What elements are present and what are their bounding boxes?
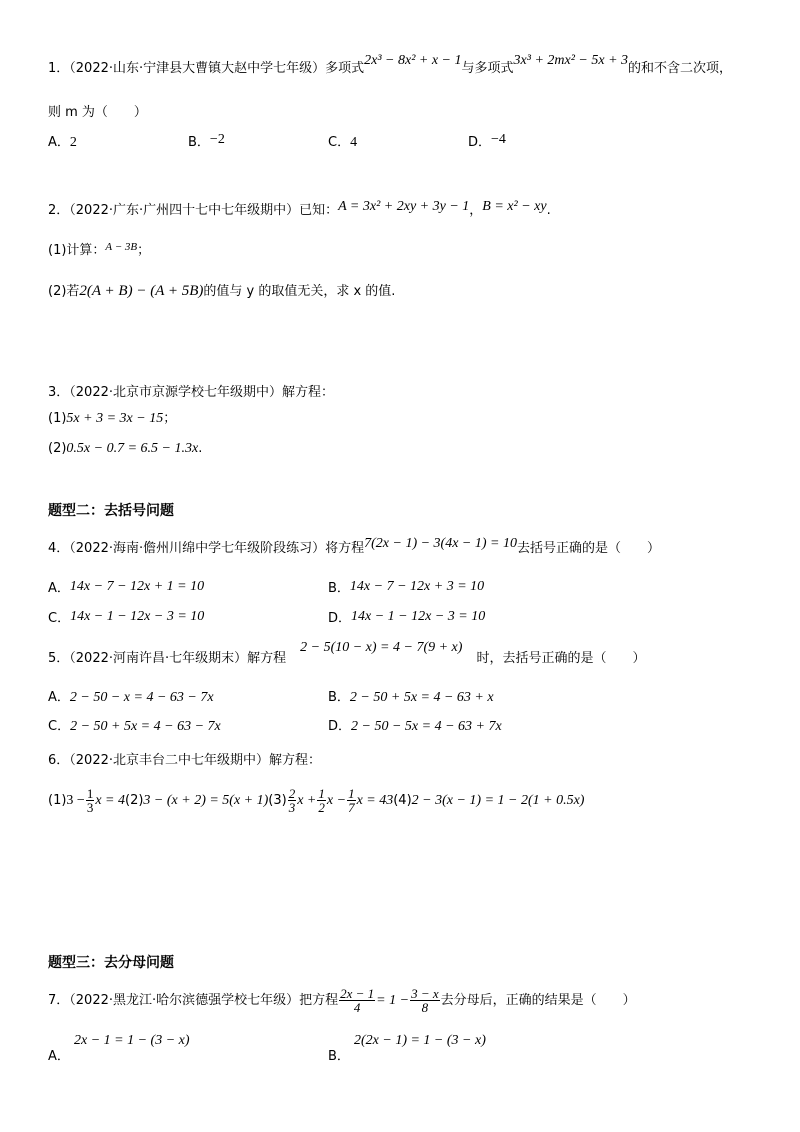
q2-sep: ，	[469, 203, 483, 218]
q4-option-c[interactable]: C．14x − 1 − 12x − 3 = 10	[48, 609, 205, 626]
q5-equation: 2 − 5(10 − x) = 4 − 7(9 + x)	[300, 640, 463, 655]
q5-option-d[interactable]: D．2 − 50 − 5x = 4 − 63 + 7x	[328, 719, 502, 734]
q2-eq-b: B = x² − xy	[482, 199, 547, 214]
q5-option-c[interactable]: C．2 − 50 + 5x = 4 − 63 − 7x	[48, 719, 221, 734]
q7-equation: $\frac{2x - 1}{4}$ = 1 − $\frac{3 - x}{8}$	[340, 986, 439, 1016]
q7-option-a[interactable]: 2x − 1 = 1 − (3 − x) A．	[48, 1033, 190, 1064]
q1-option-b[interactable]: B．−2	[188, 132, 225, 150]
q5-stem	[48, 640, 646, 668]
q6-part3-label: (3)	[268, 793, 287, 808]
q7-stem	[48, 984, 636, 1018]
q2-part1-label: (1)计算：	[48, 243, 106, 258]
q2-part2-label: (2)若	[48, 284, 80, 299]
q1-option-d[interactable]: D．−4	[468, 132, 506, 150]
q6-part2-eq: 3 − (x + 2) = 5(x + 1)	[143, 793, 269, 808]
q6-part1-label: (1)	[48, 793, 67, 808]
q3-part1	[48, 410, 176, 428]
q4-equation: 7(2x − 1) − 3(4x − 1) = 10	[364, 536, 517, 551]
q2-line1	[48, 199, 551, 220]
q3-title: 3．（2022·北京市京源学校七年级期中）解方程：	[48, 385, 334, 400]
q3-part2-post: .	[198, 441, 203, 456]
q2-part2-post: 的值与 y 的取值无关，求 x 的值.	[203, 284, 396, 299]
q6-part4-eq: 2 − 3(x − 1) = 1 − 2(1 + 0.5x)	[411, 793, 585, 808]
q1-line1	[48, 53, 733, 78]
q4-intro: 4．（2022·海南·儋州川绵中学七年级阶段练习）将方程	[48, 541, 365, 556]
q5-post: 时，去括号正确的是（ ）	[476, 651, 646, 666]
q1-mid: 与多项式	[461, 61, 514, 76]
q1-option-c[interactable]: C．4	[328, 135, 358, 150]
q2-part1-expr: A − 3B	[105, 241, 138, 253]
q2-end: .	[546, 203, 551, 218]
q4-post: 去括号正确的是（ ）	[517, 541, 661, 556]
q5-intro: 5．（2022·河南许昌·七年级期末）解方程	[48, 651, 287, 666]
q2-part2	[48, 282, 395, 301]
q1-post: 的和不含二次项，	[628, 61, 733, 76]
q1-option-a[interactable]: A．2	[48, 135, 77, 150]
q4-option-d[interactable]: D．14x − 1 − 12x − 3 = 10	[328, 609, 486, 626]
section-heading-3: 题型三：去分母问题	[48, 955, 174, 971]
q2-part1	[48, 242, 150, 260]
q7-post: 去分母后，正确的结果是（ ）	[440, 993, 636, 1008]
q6-part4-label: (4)	[393, 793, 412, 808]
q1-poly2: 3x³ + 2mx² − 5x + 3	[513, 53, 629, 68]
q3-part1-post: ；	[163, 411, 177, 426]
q2-intro: 2．（2022·广东·广州四十七中七年级期中）已知：	[48, 203, 339, 218]
q5-option-b[interactable]: B．2 − 50 + 5x = 4 − 63 + x	[328, 690, 494, 705]
q2-part2-expr: 2(A + B) − (A + 5B)	[79, 283, 204, 299]
q1-poly1: 2x³ − 8x² + x − 1	[364, 53, 462, 68]
q3-part1-label: (1)	[48, 411, 67, 426]
q2-part1-post: ；	[137, 243, 151, 258]
q6-part3-eq: $\frac{2}{3}$ x + $\frac{1}{2}$ x − $\frac{1}{7}$ x = 43	[288, 786, 394, 816]
q3-part2-label: (2)	[48, 441, 67, 456]
q5-option-a[interactable]: A．2 − 50 − x = 4 − 63 − 7x	[48, 690, 214, 705]
q1-line2: 则 m 为（ ）	[48, 105, 147, 120]
q2-eq-a: A = 3x² + 2xy + 3y − 1	[338, 199, 470, 214]
q7-option-b[interactable]: 2(2x − 1) = 1 − (3 − x) B．	[328, 1033, 486, 1064]
q6-part2-label: (2)	[125, 793, 144, 808]
q6-title: 6．（2022·北京丰台二中七年级期中）解方程：	[48, 753, 321, 768]
section-heading-2: 题型二：去括号问题	[48, 503, 174, 519]
q6-part1-eq: 3 − $\frac{1}{3}$ x = 4	[66, 786, 125, 816]
q4-option-b[interactable]: B．14x − 7 − 12x + 3 = 10	[328, 579, 485, 596]
q4-option-a[interactable]: A．14x − 7 − 12x + 1 = 10	[48, 579, 205, 596]
q3-part1-expr: 5x + 3 = 3x − 15	[66, 411, 164, 426]
q4-stem	[48, 536, 661, 558]
q3-part2-expr: 0.5x − 0.7 = 6.5 − 1.3x	[66, 441, 199, 456]
q3-part2	[48, 440, 202, 458]
q1-intro: 1．（2022·山东·宁津县大曹镇大赵中学七年级）多项式	[48, 61, 365, 76]
q6-equations	[48, 786, 584, 816]
q7-intro: 7．（2022·黑龙江·哈尔滨德强学校七年级）把方程	[48, 993, 339, 1008]
